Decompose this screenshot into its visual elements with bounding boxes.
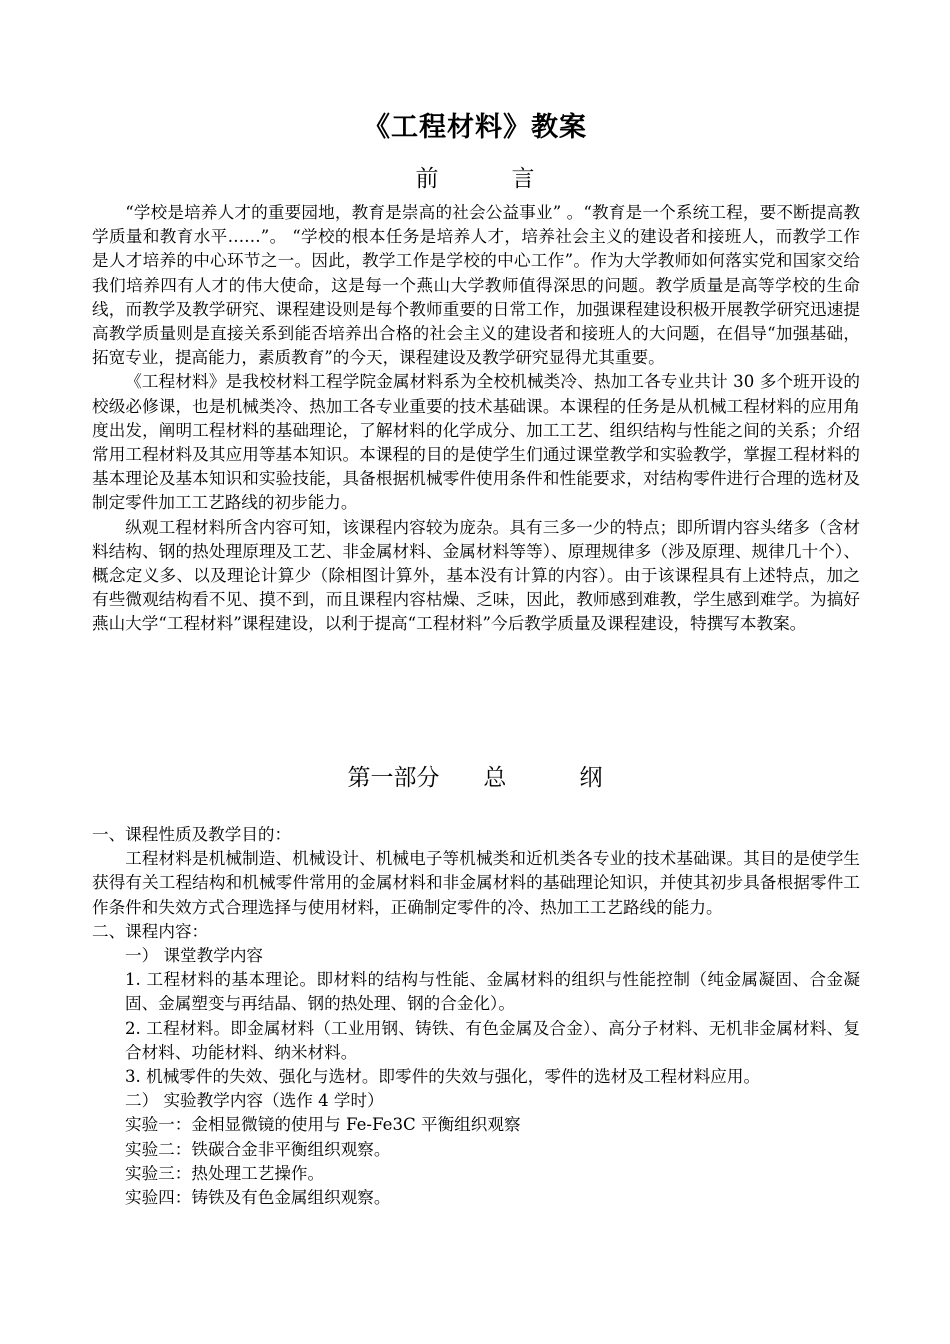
experiment-item: 实验一：金相显微镜的使用与 Fe-Fe3C 平衡组织观察 — [125, 1115, 521, 1135]
experiment-item: 实验三：热处理工艺操作。 — [125, 1163, 325, 1183]
section2-title: 二、课程内容： — [92, 921, 209, 941]
document-title: 《工程材料》教案 — [363, 112, 587, 143]
preface-paragraph: 《工程材料》是我校材料工程学院金属材料系为全校机械类冷、热加工各专业共计 30 多个班开设的校级必修课，也是机械类冷、热加工各专业重要的技术基础课。本课程的任务是从机械工程材料的应用角度出发，阐明工程材料的基础理论，了解材料的化学成分、加工工艺、组织结构与性能之间的关系；介绍常用工程材料及其应用等基本知识。本课程的目的是使学生们通过课堂教学和实验教学，掌握工程材料的基本理论及基本知识和实验技能，具备根据机械零件使用条件和性能要求，对结构零件进行合理的选材及制定零件加工工艺路线的初步能力。 — [92, 372, 860, 513]
lab-teaching-title: 二） 实验教学内容（选作 4 学时） — [125, 1091, 384, 1111]
experiment-item: 实验四：铸铁及有色金属组织观察。 — [125, 1188, 391, 1208]
section1-title: 一、课程性质及教学目的： — [92, 825, 292, 844]
section1-text: 工程材料是机械制造、机械设计、机械电子等机械类和近机类各专业的技术基础课。其目的是使学生获得有关工程结构和机械零件常用的金属材料和非金属材料的基础理论知识，并使其初步具备根据零件工作条件和失效方式合理选择与使用材料，正确制定零件的冷、热加工工艺路线的能力。 — [92, 849, 860, 917]
content-item: 3. 机械零件的失效、强化与选材。即零件的失效与强化，零件的选材及工程材料应用。 — [125, 1067, 761, 1087]
experiment-item: 实验二：铁碳合金非平衡组织观察。 — [125, 1139, 391, 1159]
preface-paragraph: 纵观工程材料所含内容可知，该课程内容较为庞杂。具有三多一少的特点；即所谓内容头绪多（含材料结构、钢的热处理原理及工艺、非金属材料、金属材料等等）、原理规律多（涉及原理、规律几十个）、概念定义多、以及理论计算少（除相图计算外，基本没有计算的内容）。由于该课程具有上述特点，加之有些微观结构看不见、摸不到，而且课程内容枯燥、乏味，因此，教师感到难教，学生感到难学。为搞好燕山大学“工程材料”课程建设，以利于提高“工程材料”今后教学质量及课程建设，特撰写本教案。 — [92, 517, 860, 634]
part1-body — [92, 823, 860, 1210]
preface-paragraph: “学校是培养人才的重要园地，教育是崇高的社会公益事业” 。“教育是一个系统工程，要不断提高教学质量和教育水平……”。 “学校的根本任务是培养人才，培养社会主义的建设者和接班人，而教学工作是人才培养的中心环节之一。因此，教学工作是学校的中心工作”。作为大学教师如何落实党和国家交给我们培养四有人才的伟大使命，这是每一个燕山大学教师值得深思的问题。教学质量是高等学校的生命线，而教学及教学研究、课程建设则是每个教师重要的日常工作，加强课程建设积极开展教学研究迅速提高教学质量则是直接关系到能否培养出合格的社会主义的建设者和接班人的大问题，在倡导“加强基础，拓宽专业，提高能力，素质教育”的今天，课程建设及教学研究显得尤其重要。 — [92, 203, 860, 368]
content-item: 2. 工程材料。即金属材料（工业用钢、铸铁、有色金属及合金）、高分子材料、无机非金属材料、复合材料、功能材料、纳米材料。 — [125, 1018, 860, 1062]
preface-body — [92, 201, 860, 637]
part1-heading: 第一部分 总 纲 — [347, 765, 603, 791]
content-item: 1. 工程材料的基本理论。即材料的结构与性能、金属材料的组织与性能控制（纯金属凝固、合金凝固、金属塑变与再结晶、钢的热处理、钢的合金化）。 — [125, 970, 860, 1014]
classroom-teaching-title: 一） 课堂教学内容 — [125, 946, 264, 966]
preface-heading: 前 言 — [415, 166, 535, 192]
